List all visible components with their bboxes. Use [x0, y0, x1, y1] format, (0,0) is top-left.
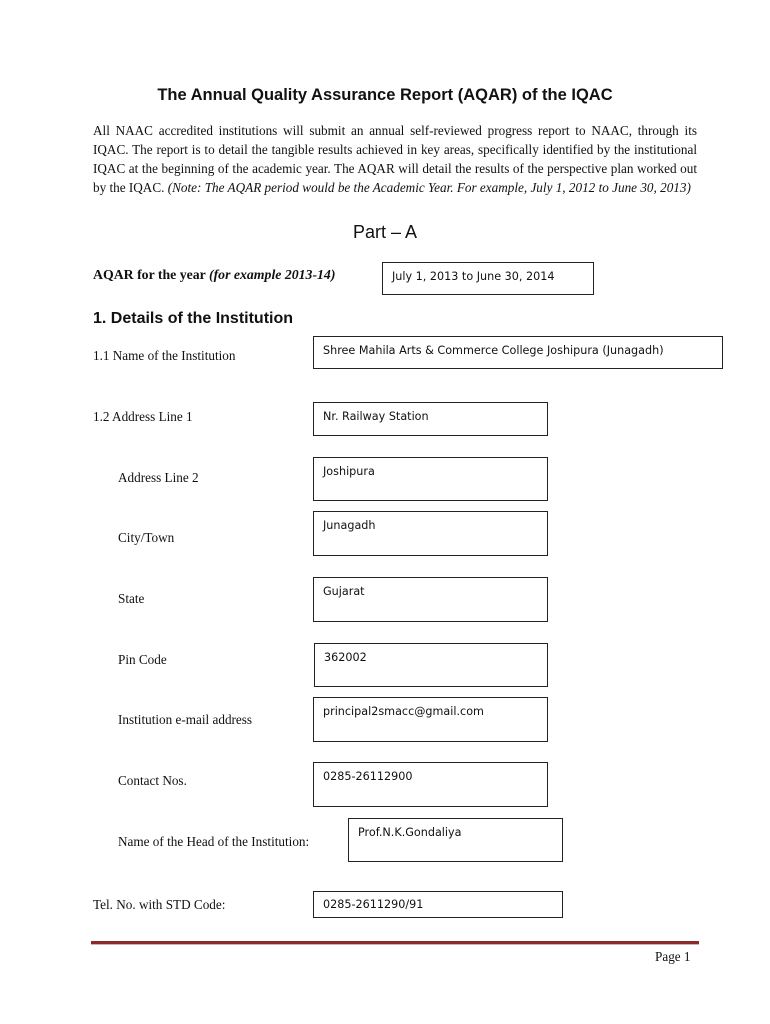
- head-field[interactable]: Prof.N.K.Gondaliya: [348, 818, 563, 862]
- email-label: Institution e-mail address: [118, 712, 253, 727]
- intro-note: (Note: The AQAR period would be the Academic Year. For example, July 1, 2012 to June 30, 2013): [167, 180, 691, 195]
- footer-rule: [91, 941, 699, 945]
- email-field[interactable]: principal2smacc@gmail.com: [313, 697, 548, 742]
- address-line1-label: 1.2 Address Line 1: [93, 409, 193, 424]
- state-label: State: [118, 591, 145, 606]
- intro-text: All NAAC accredited institutions will submit an annual self-reviewed progress report to NAAC, through its IQAC. The report is to detail the tangible results achieved in key areas, specifically identified by the institutional IQAC at the beginning of the academic year. The AQAR will detail the results of the perspective plan worked out by the IQAC.: [93, 123, 697, 195]
- document-title: The Annual Quality Assurance Report (AQAR) of the IQAC: [157, 86, 613, 104]
- aqar-year-example: (for example 2013-14): [208, 267, 336, 282]
- intro-paragraph: [93, 121, 697, 197]
- part-heading: Part – A: [352, 222, 418, 242]
- aqar-year-label-text: AQAR for the year: [93, 267, 206, 282]
- tel-label: Tel. No. with STD Code:: [93, 897, 226, 912]
- city-field[interactable]: Junagadh: [313, 511, 548, 556]
- state-field[interactable]: Gujarat: [313, 577, 548, 622]
- page-number: Page 1: [655, 949, 691, 964]
- institution-name-field[interactable]: Shree Mahila Arts & Commerce College Joshipura (Junagadh): [313, 336, 723, 369]
- address-line1-field[interactable]: Nr. Railway Station: [313, 402, 548, 436]
- head-label: Name of the Head of the Institution:: [118, 834, 310, 849]
- contact-label: Contact Nos.: [118, 773, 187, 788]
- pin-code-label: Pin Code: [118, 652, 167, 667]
- aqar-year-label: [93, 267, 335, 283]
- aqar-year-field[interactable]: July 1, 2013 to June 30, 2014: [382, 262, 594, 295]
- city-label: City/Town: [118, 530, 175, 545]
- address-line2-field[interactable]: Joshipura: [313, 457, 548, 501]
- section-heading: 1. Details of the Institution: [93, 310, 294, 327]
- address-line2-label: Address Line 2: [118, 470, 199, 485]
- pin-code-field[interactable]: 362002: [314, 643, 548, 687]
- contact-field[interactable]: 0285-26112900: [313, 762, 548, 807]
- institution-name-label: 1.1 Name of the Institution: [93, 348, 236, 363]
- tel-field[interactable]: 0285-2611290/91: [313, 891, 563, 918]
